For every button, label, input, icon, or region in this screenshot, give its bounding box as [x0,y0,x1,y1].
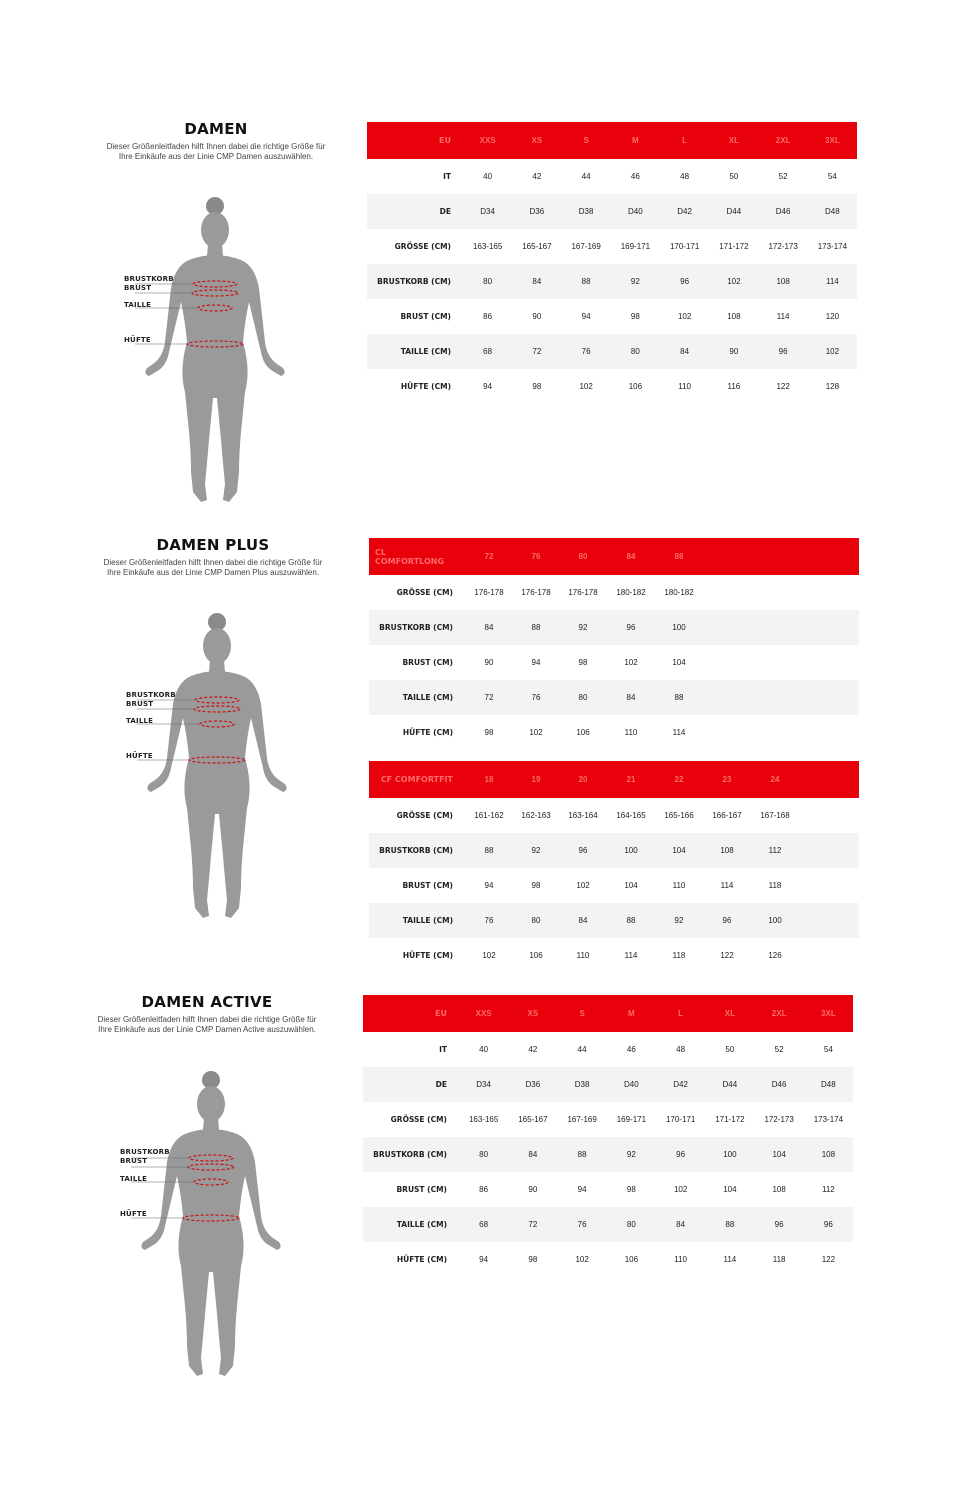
table-header-row [367,122,857,159]
table-cell: 170-171 [665,1115,696,1124]
section-title: DAMEN PLUS [156,536,270,554]
table-cell: 96 [559,833,607,868]
table-row [369,575,859,610]
table-row [369,715,859,750]
header-cell: 19 [513,761,559,798]
table-cell: 96 [656,1137,705,1172]
table-spacer [703,715,859,750]
row-label: HÜFTE (CM) [396,1255,447,1264]
table-cell: 164-165 [616,811,646,820]
table-row [367,369,857,404]
table-cell: 96 [703,903,751,938]
table-cell: 40 [483,172,493,181]
table-row [363,1172,853,1207]
table-cell: 76 [562,334,611,369]
table-cell: 98 [630,312,640,321]
table-cell: 96 [607,610,655,645]
table-cell: 94 [483,382,493,391]
header-cell: 3XL [808,122,857,159]
row-label: HÜFTE (CM) [400,382,451,391]
table-cell: 114 [723,1255,737,1264]
table-cell: D38 [562,194,611,229]
table-cell: 173-174 [817,242,848,251]
table-header-row [369,538,859,575]
table-cell: 102 [673,1185,688,1194]
table-cell: 116 [727,382,741,391]
label-taille: TAILLE [126,717,154,725]
table-cell: 88 [705,1207,754,1242]
table-cell: 118 [768,881,782,890]
table-cell: 52 [778,172,788,181]
header-cell: S [562,122,611,159]
table-cell: 94 [484,881,494,890]
table-row [369,833,859,868]
table-cell: 88 [562,264,611,299]
table-cell: 110 [674,1255,687,1264]
table-cell: 102 [529,728,543,737]
table-cell: 112 [751,833,799,868]
table-cell: 106 [624,1255,639,1264]
header-cell: 2XL [755,995,804,1032]
table-row [363,1137,853,1172]
table-cell: 86 [483,312,493,321]
table-spacer [799,903,859,938]
table-cell: 98 [484,728,494,737]
label-huefte: HÜFTE [120,1210,147,1218]
label-brust: BRUST [126,700,154,708]
header-cell: 20 [559,761,607,798]
table-spacer [799,868,859,903]
table-cell: 94 [479,1255,489,1264]
table-cell: 96 [804,1207,853,1242]
table-cell: 108 [727,312,741,321]
table-cell: 72 [512,334,561,369]
label-brustkorb: BRUSTKORB [120,1148,170,1156]
header-cell: 76 [513,538,559,575]
table-cell: D42 [656,1067,705,1102]
table-row [369,610,859,645]
table-cell: 46 [630,172,640,181]
row-label: IT [439,1045,447,1054]
table-cell: 96 [660,264,709,299]
row-label: HÜFTE (CM) [402,728,453,737]
table-cell: 76 [558,1207,607,1242]
table-cell: 110 [624,728,638,737]
table-cell: 102 [624,658,638,667]
row-label: BRUST (CM) [400,312,451,321]
table-cell: 68 [463,334,512,369]
table-row [369,938,859,973]
table-cell: 88 [465,833,513,868]
table-cell: 169-171 [616,1115,647,1124]
row-label: BRUSTKORB (CM) [363,1137,459,1172]
row-label: BRUST (CM) [396,1185,447,1194]
table-cell: 98 [626,1185,636,1194]
header-cell: XL [709,122,758,159]
table-spacer [703,610,859,645]
table-row [363,1242,853,1277]
table-cell: 90 [709,334,758,369]
table-cell: 180-182 [616,588,646,597]
table-cell: 128 [825,382,840,391]
table-spacer [703,680,859,715]
table-cell: 94 [581,312,591,321]
row-label: BRUSTKORB (CM) [369,610,465,645]
header-cell: XS [508,995,557,1032]
table-row [367,159,857,194]
table-cell: 110 [576,951,590,960]
row-label: BRUSTKORB (CM) [367,264,463,299]
table-cell: 84 [660,334,709,369]
table-row [369,868,859,903]
section-description: Dieser Größenleitfaden hilft Ihnen dabei die richtige Größe für Ihre Einkäufe aus der Linie CMP Damen Plus auszuwählen. [103,558,323,577]
table-cell: D34 [463,194,512,229]
table-cell: 176-178 [568,588,598,597]
table-cell: 48 [676,1045,686,1054]
table-cell: 165-166 [664,811,694,820]
header-cell: 23 [703,761,751,798]
header-cell: CF COMFORTFIT [369,761,465,798]
header-cell: XL [705,995,754,1032]
table-cell: 163-165 [468,1115,499,1124]
table-cell: D44 [705,1067,754,1102]
header-cell: XXS [463,122,512,159]
table-row [369,680,859,715]
row-label: GRÖSSE (CM) [396,811,453,820]
table-cell: 88 [655,680,703,715]
table-cell: 171-172 [719,242,749,251]
table-cell: 166-167 [712,811,742,820]
row-label: IT [443,172,451,181]
label-brustkorb: BRUSTKORB [124,275,174,283]
table-cell: 84 [607,680,655,715]
table-cell: 40 [479,1045,489,1054]
table-cell: 122 [821,1255,836,1264]
table-cell: 90 [532,312,542,321]
section-intro [87,993,327,1035]
table-cell: 106 [529,951,543,960]
table-cell: 102 [575,1255,589,1264]
table-cell: 96 [759,334,808,369]
table-spacer [799,938,859,973]
header-cell: 21 [607,761,655,798]
header-cell: 3XL [804,995,853,1032]
header-cell: L [656,995,705,1032]
table-cell: 80 [459,1137,508,1172]
table-cell: 176-178 [474,588,504,597]
table-cell: D48 [808,194,857,229]
table-cell: D46 [759,194,808,229]
label-taille: TAILLE [124,301,152,309]
table-cell: D38 [558,1067,607,1102]
table-cell: 94 [531,658,541,667]
label-huefte: HÜFTE [124,336,151,344]
section-description: Dieser Größenleitfaden hilft Ihnen dabei die richtige Größe für Ihre Einkäufe aus der Linie CMP Damen Active auszuwählen. [97,1015,317,1034]
table-cell: 86 [479,1185,489,1194]
size-table-comfortfit [369,761,859,973]
table-cell: 102 [677,312,692,321]
table-cell: 173-174 [813,1115,844,1124]
table-cell: 172-173 [768,242,798,251]
table-cell: 167-168 [760,811,790,820]
table-cell: 172-173 [764,1115,794,1124]
row-label: GRÖSSE (CM) [394,242,451,251]
table-cell: 88 [558,1137,607,1172]
table-row [369,645,859,680]
label-huefte: HÜFTE [126,752,153,760]
table-cell: D34 [459,1067,508,1102]
table-row [367,264,857,299]
row-label: TAILLE (CM) [367,334,463,369]
header-cell: EU [367,122,463,159]
table-cell: 110 [678,382,691,391]
table-cell: 169-171 [620,242,651,251]
table-cell: 92 [611,264,660,299]
table-cell: 102 [709,264,758,299]
table-cell: 114 [624,951,638,960]
row-label: TAILLE (CM) [363,1207,459,1242]
header-cell: 2XL [759,122,808,159]
table-cell: 114 [672,728,686,737]
table-spacer [703,645,859,680]
table-cell: 98 [528,1255,538,1264]
woman-figure-icon [117,608,317,928]
header-cell: 72 [465,538,513,575]
table-cell: 52 [774,1045,784,1054]
table-row [367,229,857,264]
table-cell: 118 [772,1255,786,1264]
table-cell: 50 [725,1045,735,1054]
table-cell: 180-182 [664,588,694,597]
table-cell: 92 [655,903,703,938]
header-cell: XS [512,122,561,159]
table-cell: 44 [581,172,591,181]
table-cell: 161-162 [474,811,504,820]
row-label: DE [363,1067,459,1102]
table-cell: 165-167 [522,242,552,251]
table-cell: 102 [808,334,857,369]
row-label: TAILLE (CM) [369,903,465,938]
table-cell: 96 [755,1207,804,1242]
table-cell: 92 [513,833,559,868]
table-cell: 114 [720,881,734,890]
table-cell: 110 [672,881,686,890]
table-row [367,299,857,334]
table-cell: 80 [513,903,559,938]
table-row [363,1102,853,1137]
table-cell: 112 [821,1185,835,1194]
table-cell: 106 [628,382,643,391]
header-spacer [799,761,859,798]
row-label: TAILLE (CM) [369,680,465,715]
table-cell: D46 [755,1067,804,1102]
table-cell: 170-171 [669,242,700,251]
table-cell: 167-169 [567,1115,597,1124]
table-spacer [799,833,859,868]
table-cell: 167-169 [571,242,601,251]
section-description: Dieser Größenleitfaden hilft Ihnen dabei die richtige Größe für Ihre Einkäufe aus der Linie CMP Damen auszuwählen. [106,142,326,161]
table-row [363,1067,853,1102]
table-cell: 108 [703,833,751,868]
label-brust: BRUST [124,284,152,292]
row-label: GRÖSSE (CM) [396,588,453,597]
table-cell: 100 [607,833,655,868]
table-cell: 102 [482,951,496,960]
table-cell: 122 [776,382,790,391]
table-cell: 100 [655,610,703,645]
table-cell: 44 [577,1045,587,1054]
table-cell: 42 [528,1045,538,1054]
table-cell: 84 [508,1137,557,1172]
table-cell: D40 [611,194,660,229]
table-cell: D36 [512,194,561,229]
table-cell: 50 [729,172,739,181]
table-cell: 90 [528,1185,538,1194]
header-cell: 22 [655,761,703,798]
table-cell: 122 [720,951,734,960]
table-cell: 68 [459,1207,508,1242]
table-cell: 46 [626,1045,636,1054]
table-cell: 104 [755,1137,804,1172]
table-cell: 80 [607,1207,656,1242]
table-cell: 120 [825,312,840,321]
table-cell: 106 [576,728,590,737]
header-cell: 84 [607,538,655,575]
header-cell: CL COMFORTLONG [369,538,465,575]
table-cell: 108 [804,1137,853,1172]
table-cell: 76 [513,680,559,715]
row-label: GRÖSSE (CM) [390,1115,447,1124]
woman-figure-icon [111,1066,311,1386]
table-cell: 80 [611,334,660,369]
row-label: DE [367,194,463,229]
label-taille: TAILLE [120,1175,148,1183]
table-header-row [369,761,859,798]
table-cell: 104 [723,1185,737,1194]
row-label: HÜFTE (CM) [402,951,453,960]
table-cell: 114 [808,264,857,299]
table-cell: 104 [655,833,703,868]
table-cell: 171-172 [715,1115,745,1124]
table-cell: 108 [759,264,808,299]
row-label: BRUST (CM) [402,658,453,667]
header-cell: 18 [465,761,513,798]
header-cell: S [558,995,607,1032]
section-intro [96,120,336,162]
table-cell: 54 [823,1045,833,1054]
table-cell: 100 [751,903,799,938]
table-cell: 54 [827,172,837,181]
table-cell: 84 [656,1207,705,1242]
table-spacer [703,575,859,610]
table-cell: 165-167 [518,1115,548,1124]
row-label: BRUSTKORB (CM) [369,833,465,868]
header-cell: L [660,122,709,159]
label-brust: BRUST [120,1157,148,1165]
row-label: BRUST (CM) [402,881,453,890]
header-cell: 24 [751,761,799,798]
table-cell: 118 [672,951,686,960]
table-cell: 108 [772,1185,786,1194]
table-cell: 126 [768,951,782,960]
table-spacer [799,798,859,833]
table-row [367,194,857,229]
section-title: DAMEN ACTIVE [141,993,273,1011]
table-cell: 94 [577,1185,587,1194]
size-table-damen [367,122,857,404]
table-cell: 88 [607,903,655,938]
table-cell: 100 [705,1137,754,1172]
table-cell: 84 [512,264,561,299]
table-row [367,334,857,369]
table-cell: 163-164 [568,811,598,820]
table-cell: D40 [607,1067,656,1102]
table-cell: 98 [532,382,542,391]
header-cell: M [611,122,660,159]
table-header-row [363,995,853,1032]
table-cell: 72 [465,680,513,715]
table-cell: 102 [576,881,590,890]
table-cell: 102 [579,382,593,391]
table-cell: 163-165 [472,242,503,251]
table-cell: D44 [709,194,758,229]
table-row [363,1032,853,1067]
table-cell: 92 [607,1137,656,1172]
table-cell: D42 [660,194,709,229]
table-cell: 42 [532,172,542,181]
table-row [363,1207,853,1242]
header-cell: M [607,995,656,1032]
table-cell: 176-178 [521,588,551,597]
size-table-comfortlong [369,538,859,750]
table-cell: 80 [463,264,512,299]
table-row [369,903,859,938]
section-intro [93,536,333,578]
header-spacer [703,538,859,575]
table-cell: 72 [508,1207,557,1242]
header-cell: XXS [459,995,508,1032]
table-cell: 162-163 [521,811,551,820]
woman-figure-icon [115,192,315,512]
header-cell: EU [363,995,459,1032]
header-cell: 80 [559,538,607,575]
table-cell: 98 [531,881,541,890]
table-cell: 84 [559,903,607,938]
table-cell: 104 [624,881,638,890]
size-table-damen-active [363,995,853,1277]
label-brustkorb: BRUSTKORB [126,691,176,699]
section-title: DAMEN [184,120,248,138]
table-cell: 104 [672,658,686,667]
table-cell: 90 [484,658,494,667]
table-cell: 48 [680,172,690,181]
table-cell: 88 [513,610,559,645]
header-cell: 88 [655,538,703,575]
table-cell: D48 [804,1067,853,1102]
table-cell: 80 [559,680,607,715]
table-row [369,798,859,833]
table-cell: D36 [508,1067,557,1102]
table-cell: 98 [578,658,588,667]
table-cell: 92 [559,610,607,645]
table-cell: 114 [776,312,790,321]
table-cell: 84 [465,610,513,645]
table-cell: 76 [465,903,513,938]
